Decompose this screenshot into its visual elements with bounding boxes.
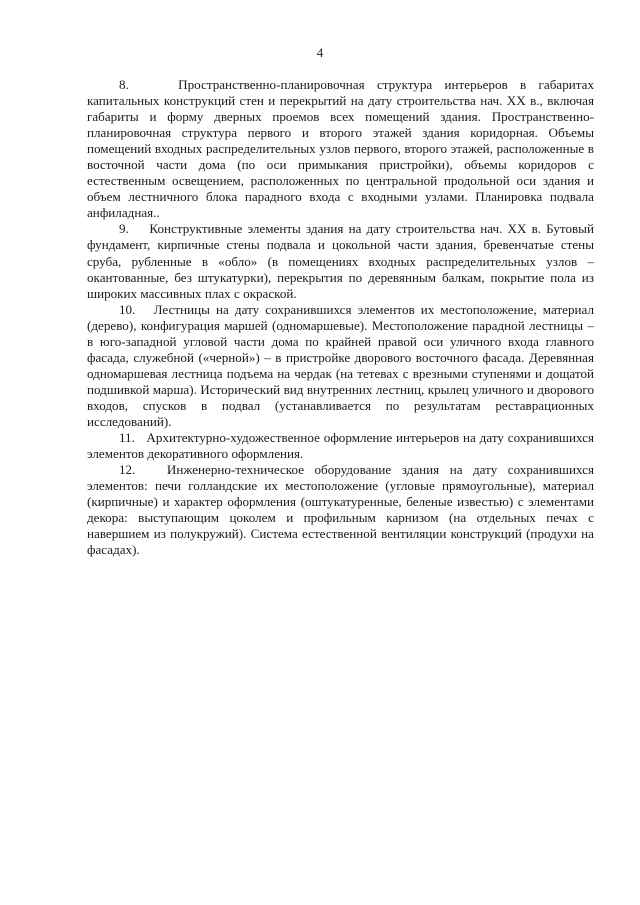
paragraph-item-12: 12. Инженерно-техническое оборудование здания на дату сохранившихся элементов: печи голландские их местоположение (угловые прямоугольные), материал (кирпичные) и характер оформления (оштукатуренные, беленые известью) с элементами декора: выступающим цоколем и профильным карнизом (на отдельных печах с навершием из полукружий). Система естественной вентиляции конструкций (продухи на фасадах). [87, 462, 594, 558]
document-body [87, 77, 594, 558]
page-number: 4 [316, 45, 324, 60]
paragraph-item-8: 8. Пространственно-планировочная структура интерьеров в габаритах капитальных конструкций стен и перекрытий на дату строительства нач. XX в., включая габариты и форму дверных проемов всех помещений здания. Пространственно-планировочная структура первого и второго этажей здания коридорная. Объемы помещений входных распределительных узлов первого, второго этажей, расположенные в восточной части дома (по оси примыкания пристройки), объемы коридоров с естественным освещением, расположенных по центральной продольной оси здания и объем лестничного блока парадного входа с входными узлами. Планировка подвала анфиладная.. [87, 77, 594, 221]
paragraph-item-9: 9. Конструктивные элементы здания на дату строительства нач. XX в. Бутовый фундамент, кирпичные стены подвала и цокольной части здания, бревенчатые стены сруба, рубленные в «обло» (в помещениях входных распределительных узлов – окантованные, без штукатурки), перекрытия по деревянным балкам, покрытие пола из широких массивных плах с окраской. [87, 221, 594, 301]
paragraph-item-11: 11. Архитектурно-художественное оформление интерьеров на дату сохранившихся элементов декоративного оформления. [87, 430, 594, 462]
paragraph-item-10: 10. Лестницы на дату сохранившихся элементов их местоположение, материал (дерево), конфигурация маршей (одномаршевые). Местоположение парадной лестницы – в юго-западной угловой части дома по крайней правой оси уличного входа главного фасада, служебной («черной») – в пристройке дворового восточного фасада. Деревянная одномаршевая лестница подъема на чердак (на тетевах с врезными ступенями и дощатой подшивкой марша). Исторический вид внутренних лестниц, крылец уличного и дворового входов, спусков в подвал (устанавливается по результатам реставрационных исследований). [87, 301, 594, 429]
